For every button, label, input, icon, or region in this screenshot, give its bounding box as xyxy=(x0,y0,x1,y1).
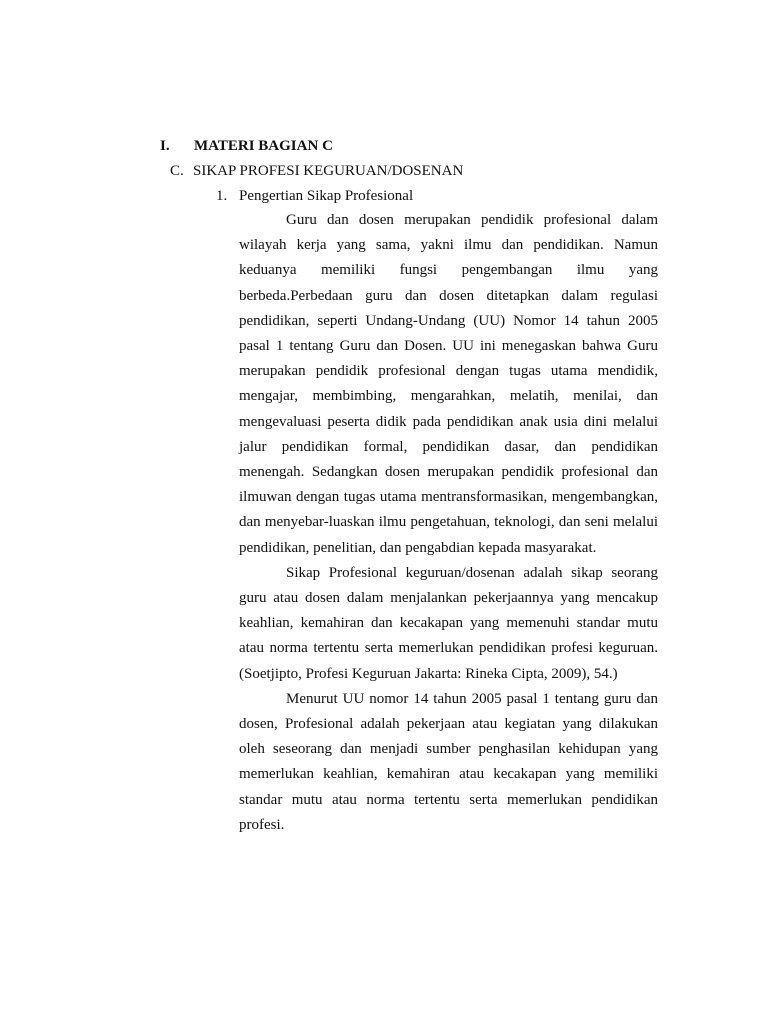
paragraph-sikap-profesional: Sikap Profesional keguruan/dosenan adalah sikap seorang guru atau dosen dalam menjalankan pekerjaannya yang mencakup keahlian, kemahiran dan kecakapan yang memenuhi standar mutu atau norma tertentu serta memerlukan pendidikan profesi keguruan. (Soetjipto, Profesi Keguruan Jakarta: Rineka Cipta, 2009), 54.) xyxy=(239,564,658,682)
section-c-title: SIKAP PROFESI KEGURUAN/DOSENAN xyxy=(193,163,464,179)
paragraph-menurut-uu: Menurut UU nomor 14 tahun 2005 pasal 1 tentang guru dan dosen, Profesional adalah pekerjaan atau kegiatan yang dilakukan oleh seseorang dan menjadi sumber penghasilan kehidupan yang memerlukan keahlian, kemahiran atau kecakapan yang memiliki standar mutu atau norma tertentu serta memerlukan pendidikan profesi. xyxy=(239,690,658,833)
section-heading-i xyxy=(160,136,333,156)
section-c-number: C. xyxy=(170,163,184,179)
subsection-1-title: Pengertian Sikap Profesional xyxy=(239,188,414,204)
paragraph-guru-dosen: Guru dan dosen merupakan pendidik profesional dalam wilayah kerja yang sama, yakni ilmu dan pendidikan. Namun keduanya memiliki fungsi pengembangan ilmu yang berbeda.Perbedaan guru dan dosen ditetapkan dalam regulasi pendidikan, seperti Undang-Undang (UU) Nomor 14 tahun 2005 pasal 1 tentang Guru dan Dosen. UU ini menegaskan bahwa Guru merupakan pendidik profesional dengan tugas utama mendidik, mengajar, membimbing, mengarahkan, melatih, menilai, dan mengevaluasi peserta didik pada pendidikan anak usia dini melalui jalur pendidikan formal, pendidikan dasar, dan pendidikan menengah. Sedangkan dosen merupakan pendidik profesional dan ilmuwan dengan tugas utama mentransformasikan, mengembangkan, dan menyebar-luaskan ilmu pengetahuan, teknologi, dan seni melalui pendidikan, penelitian, dan pengabdian kepada masyarakat. xyxy=(239,212,658,556)
subsection-heading-1 xyxy=(216,186,413,206)
subsection-1-number: 1. xyxy=(216,188,228,204)
section-i-title: MATERI BAGIAN C xyxy=(194,138,333,154)
section-heading-c xyxy=(170,161,463,181)
body-text xyxy=(239,208,658,838)
section-i-number: I. xyxy=(160,138,170,154)
